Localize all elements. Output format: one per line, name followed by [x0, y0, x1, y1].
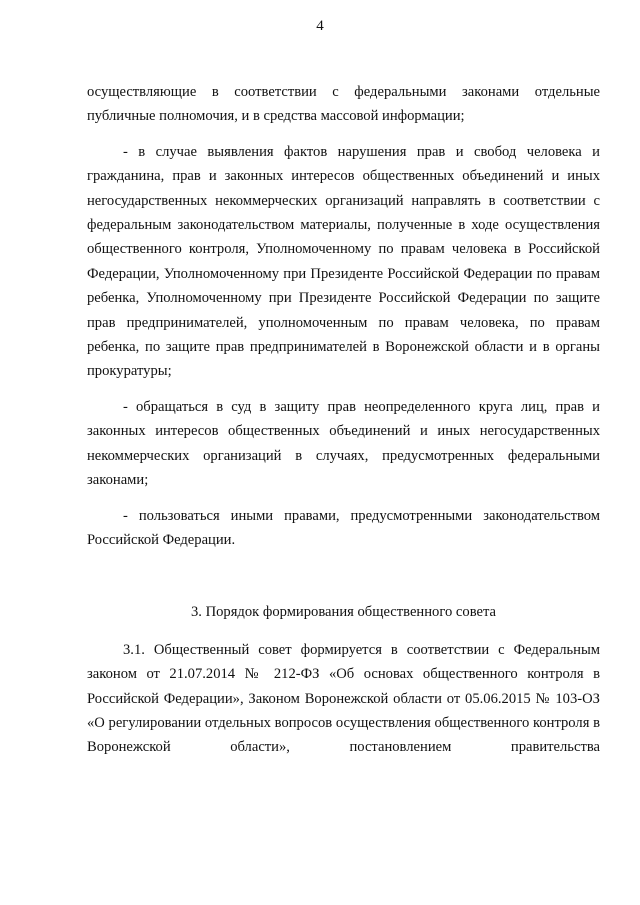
paragraph-3-1: 3.1. Общественный совет формируется в соответствии с Федеральным законом от 21.07.2014 № 212-ФЗ «Об основах общественного контроля в Российской Федерации», Законом Воронежской области от 05.06.2015 № 103-ОЗ «О регулировании отдельных вопросов осуществления общественного контроля в Воронежской области», постановлением правительства	[87, 641, 600, 756]
page-number: 4	[316, 18, 324, 34]
section-title: 3. Порядок формирования общественного совета	[190, 604, 497, 621]
paragraph-other-rights: - пользоваться иными правами, предусмотренными законодательством Российской Федерации.	[87, 507, 600, 548]
paragraph-violations-reporting: - в случае выявления фактов нарушения прав и свобод человека и гражданина, прав и законных интересов общественных объединений и иных негосударственных некоммерческих организаций направлять в соответствии с федеральным законодательством материалы, полученные в ходе осуществления общественного контроля, Уполномоченному по правам человека в Российской Федерации, Уполномоченному при Президенте Российской Федерации по правам ребенка, Уполномоченному при Президенте Российской Федерации по защите прав предпринимателей, уполномоченным по правам человека, по правам ребенка, по защите прав предпринимателей в Воронежской области и в органы прокуратуры;	[87, 143, 600, 380]
paragraph-court-appeal: - обращаться в суд в защиту прав неопределенного круга лиц, прав и законных интересов общественных объединений и иных негосударственных некоммерческих организаций в случаях, предусмотренных федеральными законами;	[87, 398, 600, 489]
document-body	[87, 80, 600, 760]
paragraph-continuation: осуществляющие в соответствии с федеральными законами отдельные публичные полномочия, и в средства массовой информации;	[87, 84, 600, 125]
